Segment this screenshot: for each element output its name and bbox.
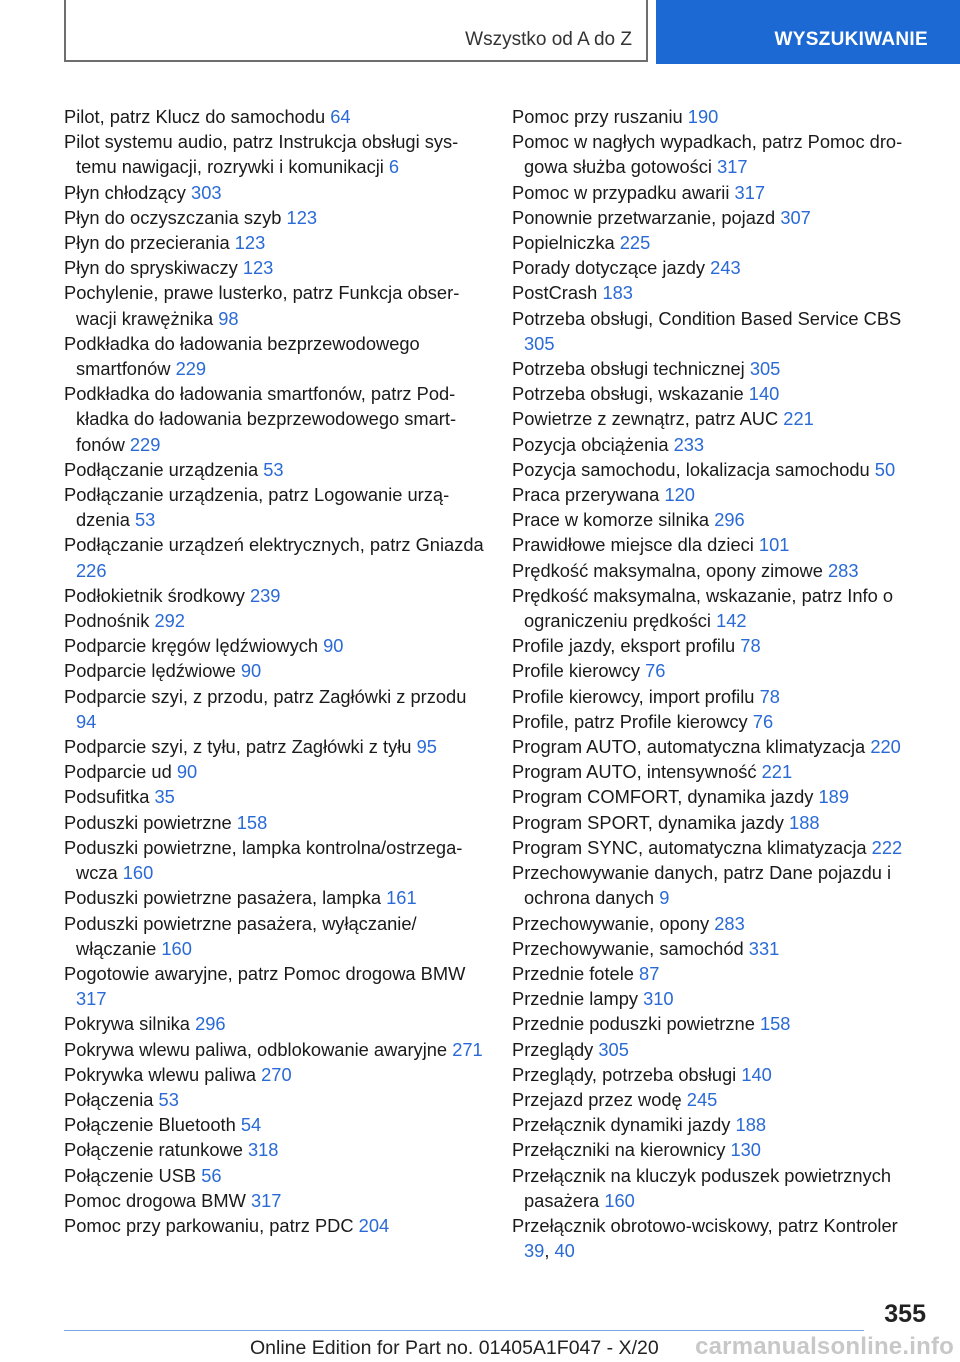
index-entry-text: Przeglądy [512, 1038, 594, 1060]
index-entry [64, 784, 489, 809]
index-entry-text: Potrzeba obsługi technicznej [512, 358, 745, 380]
index-entry-text: Prace w komorze silnika [512, 509, 710, 531]
index-entry-text: Przechowywanie, opony [512, 912, 710, 934]
page-link[interactable]: 160 [122, 862, 154, 884]
index-entry [64, 684, 489, 734]
index-entry-text: Program COMFORT, dynamika jazdy [512, 786, 814, 808]
index-entry [512, 784, 927, 809]
index-entry-text: Prędkość maksymalna, opony zimowe [512, 559, 823, 581]
page-link[interactable]: 50 [874, 458, 896, 480]
index-entry-text: Program SYNC, automatyczna klimatyzacja [512, 836, 867, 858]
page-link[interactable]: 123 [242, 257, 274, 279]
page-link[interactable]: 283 [828, 559, 859, 581]
index-entry [512, 532, 927, 557]
index-entry [64, 1037, 489, 1062]
index-entry-text: Pozycja samochodu, lokalizacja samochodu [512, 458, 870, 480]
index-entry [64, 255, 489, 280]
page-link[interactable]: 221 [761, 761, 793, 783]
index-entry-text: Podparcie ud [64, 761, 172, 783]
index-entry-text: Pozycja obciążenia [512, 433, 669, 455]
index-entry-text: Podsufitka [64, 786, 150, 808]
page-link[interactable]: 53 [263, 458, 284, 480]
index-entry [512, 961, 927, 986]
index-entry [64, 1137, 489, 1162]
index-entry [512, 759, 927, 784]
footer-divider [64, 1330, 864, 1331]
index-column-left [64, 104, 489, 1238]
index-entry [512, 205, 927, 230]
index-entry [64, 1112, 489, 1137]
page-link[interactable]: 90 [176, 761, 198, 783]
page-link[interactable]: 160 [161, 937, 192, 959]
index-entry [64, 331, 489, 381]
index-entry-text: Pomoc przy ruszaniu [512, 106, 683, 127]
index-entry [64, 1011, 489, 1036]
page-link[interactable]: 220 [870, 736, 901, 758]
index-entry-text: Profile, patrz Profile kierowcy [512, 710, 748, 732]
page-link[interactable]: 318 [247, 1139, 279, 1161]
page-link[interactable]: 90 [323, 635, 344, 657]
index-entry [512, 180, 927, 205]
page-link[interactable]: 53 [158, 1088, 179, 1110]
index-entry [512, 457, 927, 482]
index-entry [512, 986, 927, 1011]
index-entry [64, 633, 489, 658]
page-link[interactable]: 87 [639, 962, 660, 984]
index-entry [512, 104, 927, 129]
page-link[interactable]: 189 [818, 786, 849, 808]
index-entry-text: PostCrash [512, 282, 598, 304]
page-link[interactable]: 239 [249, 584, 281, 606]
index-entry-text: Praca przerywana [512, 484, 660, 506]
index-entry [512, 810, 927, 835]
index-entry [512, 709, 927, 734]
index-entry-text: Przełączniki na kierownicy [512, 1139, 726, 1161]
index-entry-text: Płyn do oczyszczania szyb [64, 206, 282, 228]
index-entry [512, 1062, 927, 1087]
index-entry-text: Poduszki powietrzne, lampka kontrolna/ostrzegawcza [64, 836, 463, 884]
page-link[interactable]: 229 [129, 433, 161, 455]
index-entry-text: Płyn chłodzący [64, 181, 186, 203]
index-entry [512, 482, 927, 507]
index-entry-text: Połączenia [64, 1088, 154, 1110]
index-entry-text: Pokrywka wlewu paliwa [64, 1063, 257, 1085]
index-entry [64, 280, 489, 330]
index-entry [64, 608, 489, 633]
index-entry-text: Przełącznik dynamiki jazdy [512, 1114, 731, 1136]
index-entry [64, 1163, 489, 1188]
index-entry [64, 104, 489, 129]
page-link[interactable]: 123 [234, 232, 266, 254]
index-entry [512, 1112, 927, 1137]
index-entry-text: Popielniczka [512, 232, 615, 254]
index-entry [512, 356, 927, 381]
edition-note: Online Edition for Part no. 01405A1F047 - X/20 [250, 1337, 659, 1359]
index-entry-text: Potrzeba obsługi, Condition Based Service CBS [512, 307, 902, 329]
index-entry [64, 810, 489, 835]
index-entry-text: Porady dotyczące jazdy [512, 257, 706, 279]
page-link[interactable]: 303 [191, 181, 222, 203]
watermark: carmanualsonline.info [695, 1333, 954, 1360]
page-link[interactable]: 64 [330, 106, 351, 127]
index-entry [512, 911, 927, 936]
index-entry [512, 633, 927, 658]
index-entry-text: Program AUTO, automatyczna klimatyzacja [512, 736, 866, 758]
index-entry-text: Przednie lampy [512, 988, 638, 1010]
page-link[interactable]: 317 [250, 1189, 282, 1211]
index-entry-text: Prawidłowe miejsce dla dzieci [512, 534, 754, 556]
index-entry [64, 1087, 489, 1112]
page-link[interactable]: 317 [717, 156, 748, 178]
index-entry [64, 1213, 489, 1238]
index-entry-text: Powietrze z zewnątrz, patrz AUC [512, 408, 779, 430]
index-entry-text: Podparcie kręgów lędźwiowych [64, 635, 319, 657]
index-entry-text: Przełącznik obrotowo-wciskowy, patrz Kontroler [512, 1214, 898, 1236]
index-entry-text: Przejazd przez wodę [512, 1088, 682, 1110]
page-link[interactable]: 140 [748, 383, 780, 405]
top-navigation [0, 0, 960, 66]
index-entry-text: Poduszki powietrzne pasażera, lampka [64, 887, 382, 909]
page-number: 355 [884, 1300, 926, 1328]
index-entry [512, 936, 927, 961]
index-entry [64, 961, 489, 1011]
page-link[interactable]: 9 [659, 887, 670, 909]
index-entry-text: Podnośnik [64, 610, 150, 632]
page-link[interactable]: 120 [664, 484, 695, 506]
page-link[interactable]: 158 [236, 811, 268, 833]
page-link[interactable]: 56 [201, 1164, 222, 1186]
index-entry-text: Potrzeba obsługi, wskazanie [512, 383, 744, 405]
page-link[interactable]: 245 [686, 1088, 718, 1110]
index-entry-text: Pokrywa wlewu paliwa, odblokowanie awaryjne [64, 1038, 448, 1060]
index-entry-text: Program AUTO, intensywność [512, 761, 757, 783]
index-entry-text: Przechowywanie danych, patrz Dane pojazdu i ochrona danych [512, 862, 892, 909]
page-link[interactable]: 78 [740, 635, 761, 657]
page-link[interactable]: 229 [175, 358, 207, 380]
index-entry [64, 230, 489, 255]
page-link[interactable]: 226 [76, 559, 107, 581]
index-entry-text: Podłokietnik środkowy [64, 584, 245, 606]
page-link[interactable]: 307 [780, 206, 811, 228]
index-entry-text: Płyn do przecierania [64, 232, 230, 254]
page-link[interactable]: 183 [602, 282, 633, 304]
index-entry [64, 835, 489, 885]
index-entry [512, 558, 927, 583]
page-link[interactable]: 54 [240, 1114, 262, 1136]
page-link[interactable]: 221 [783, 408, 814, 430]
index-entry [64, 734, 489, 759]
index-entry [512, 1163, 927, 1213]
index-entry [512, 280, 927, 305]
index-entry [512, 1087, 927, 1112]
index-entry [512, 1037, 927, 1062]
page-link[interactable]: 90 [240, 660, 262, 682]
index-entry-text: Podparcie lędźwiowe [64, 660, 236, 682]
index-entry-text: Połączenie USB [64, 1164, 197, 1186]
index-entry-text: Pomoc drogowa BMW [64, 1189, 246, 1211]
index-entry [64, 180, 489, 205]
index-entry-text: Podłączanie urządzeń elektrycznych, patrz Gniazda [64, 534, 484, 556]
index-entry-text: Podparcie szyi, z tyłu, patrz Zagłówki z tyłu [64, 736, 412, 758]
index-entry-text: Połączenie ratunkowe [64, 1139, 243, 1161]
page-link[interactable]: 271 [452, 1038, 483, 1060]
page-link[interactable]: 243 [710, 257, 741, 279]
page-link[interactable]: 222 [871, 836, 903, 858]
index-entry-text: Profile jazdy, eksport profilu [512, 635, 736, 657]
index-entry-text: Prędkość maksymalna, wskazanie, patrz Info o ograniczeniu prędkości [512, 584, 894, 632]
tab-search-label: WYSZUKIWANIE [774, 29, 928, 50]
index-entry-text: Podkładka do ładowania smartfonów, patrz Podkładka do ładowania bezprzewodowego smartfonów [64, 383, 457, 455]
index-entry [512, 432, 927, 457]
index-entry-text: Poduszki powietrzne [64, 811, 232, 833]
page-link[interactable]: 233 [673, 433, 705, 455]
page-link[interactable]: 161 [386, 887, 417, 909]
index-entry-text: Podłączanie urządzenia, patrz Logowanie urządzenia [64, 484, 450, 531]
page-link[interactable]: 204 [358, 1214, 390, 1236]
index-entry [512, 129, 927, 179]
index-entry-text: Profile kierowcy [512, 660, 641, 682]
page-link[interactable]: 190 [687, 106, 719, 127]
index-entry [512, 381, 927, 406]
index-entry [512, 583, 927, 633]
page-link[interactable]: 270 [261, 1063, 292, 1085]
page-link[interactable]: 188 [789, 811, 820, 833]
index-entry [512, 860, 927, 910]
index-entry-text: Połączenie Bluetooth [64, 1114, 236, 1136]
page-link[interactable]: 292 [154, 610, 185, 632]
index-entry [512, 684, 927, 709]
index-entry-text: Pilot systemu audio, patrz Instrukcja obsługi systemu nawigacji, rozrywki i komunikacji [64, 131, 459, 178]
page-link[interactable]: 76 [752, 710, 774, 732]
index-entry [64, 658, 489, 683]
page-link[interactable]: 95 [416, 736, 437, 758]
index-entry-text: Profile kierowcy, import profilu [512, 685, 755, 707]
index-entry-text: Przednie fotele [512, 962, 634, 984]
index-entry: Przełącznik obrotowo-wciskowy, patrz Kontroler 39, 40 [512, 1214, 898, 1262]
index-entry [64, 532, 489, 582]
index-entry-text: Pomoc w przypadku awarii [512, 181, 730, 203]
index-entry-text: Podkładka do ładowania bezprzewodowego smartfonów [64, 332, 420, 380]
page-link[interactable]: 6 [388, 156, 400, 178]
page-link[interactable]: 331 [748, 937, 780, 959]
page-link[interactable]: 225 [619, 232, 651, 254]
page-link[interactable]: 40 [554, 1240, 575, 1262]
page-link[interactable]: 317 [76, 988, 107, 1010]
page-link[interactable]: 305 [598, 1038, 629, 1060]
index-entry-text: Pilot, patrz Klucz do samochodu [64, 106, 326, 127]
index-entry [64, 583, 489, 608]
index-entry [512, 406, 927, 431]
index-entry-text: Pomoc przy parkowaniu, patrz PDC [64, 1214, 354, 1236]
index-entry [64, 885, 489, 910]
tab-a-to-z[interactable] [64, 0, 648, 62]
index-entry [512, 658, 927, 683]
page-link[interactable]: 317 [734, 181, 766, 203]
page-link[interactable]: 296 [714, 509, 745, 531]
page-link[interactable]: 305 [749, 358, 781, 380]
index-entry [64, 205, 489, 230]
index-entry-text: Przechowywanie, samochód [512, 937, 744, 959]
index-entry-text: Podparcie szyi, z przodu, patrz Zagłówki z przodu [64, 685, 467, 707]
index-entry [64, 129, 489, 179]
page-link[interactable]: 78 [759, 685, 780, 707]
page-link[interactable]: 53 [134, 509, 156, 531]
index-entry-text: Ponownie przetwarzanie, pojazd [512, 206, 776, 228]
index-entry [64, 759, 489, 784]
index-entry-text: Pogotowie awaryjne, patrz Pomoc drogowa BMW [64, 962, 466, 984]
index-entry-text: Pokrywa silnika [64, 1013, 190, 1035]
page-link[interactable]: 283 [714, 912, 745, 934]
page-link[interactable]: 123 [286, 206, 318, 228]
index-entry-text: Pochylenie, prawe lusterko, patrz Funkcja obserwacji krawężnika [64, 282, 460, 329]
page-link[interactable]: 98 [218, 307, 239, 329]
page-link[interactable]: 305 [524, 332, 555, 354]
page-link[interactable]: 296 [195, 1013, 226, 1035]
index-entry-text: Przełącznik na kluczyk poduszek powietrznych pasażera [512, 1164, 891, 1211]
tab-a-to-z-label: Wszystko od A do Z [465, 29, 632, 50]
index-entry-text: Poduszki powietrzne pasażera, wyłączanie/ włączanie [64, 912, 417, 959]
index-entry-text: Program SPORT, dynamika jazdy [512, 811, 784, 833]
index-column-right [512, 104, 927, 1263]
page-link[interactable]: 160 [604, 1189, 635, 1211]
index-entry [64, 482, 489, 532]
index-entry-text: Przeglądy, potrzeba obsługi [512, 1063, 737, 1085]
page-link[interactable]: 310 [643, 988, 674, 1010]
index-entry [64, 457, 489, 482]
index-entry [512, 1137, 927, 1162]
index-entry [512, 306, 927, 356]
index-entry [64, 381, 489, 457]
page-link[interactable]: 140 [741, 1063, 772, 1085]
page-link[interactable]: 142 [716, 610, 747, 632]
index-entry [512, 835, 927, 860]
index-entry [512, 1011, 927, 1036]
index-entry [64, 1062, 489, 1087]
page-link[interactable]: 158 [759, 1013, 791, 1035]
index-entry [512, 255, 927, 280]
page-link[interactable]: 188 [735, 1114, 767, 1136]
page-link[interactable]: 76 [645, 660, 666, 682]
page-link[interactable]: 94 [76, 710, 97, 732]
page-link[interactable]: 130 [730, 1139, 761, 1161]
page-link[interactable]: 101 [758, 534, 790, 556]
index-entry-text: Przednie poduszki powietrzne [512, 1013, 755, 1035]
page-link[interactable]: 39 [524, 1240, 545, 1262]
index-entry-text: Podłączanie urządzenia [64, 458, 259, 480]
index-entry-text: Płyn do spryskiwaczy [64, 257, 238, 279]
index-entry-text: Pomoc w nagłych wypadkach, patrz Pomoc drogowa służba gotowości [512, 131, 903, 178]
tab-search[interactable] [656, 0, 960, 64]
page-link[interactable]: 35 [154, 786, 175, 808]
index-entry [512, 734, 927, 759]
index-entry [512, 230, 927, 255]
index-entry [512, 507, 927, 532]
index-entry [64, 1188, 489, 1213]
index-entry [64, 911, 489, 961]
